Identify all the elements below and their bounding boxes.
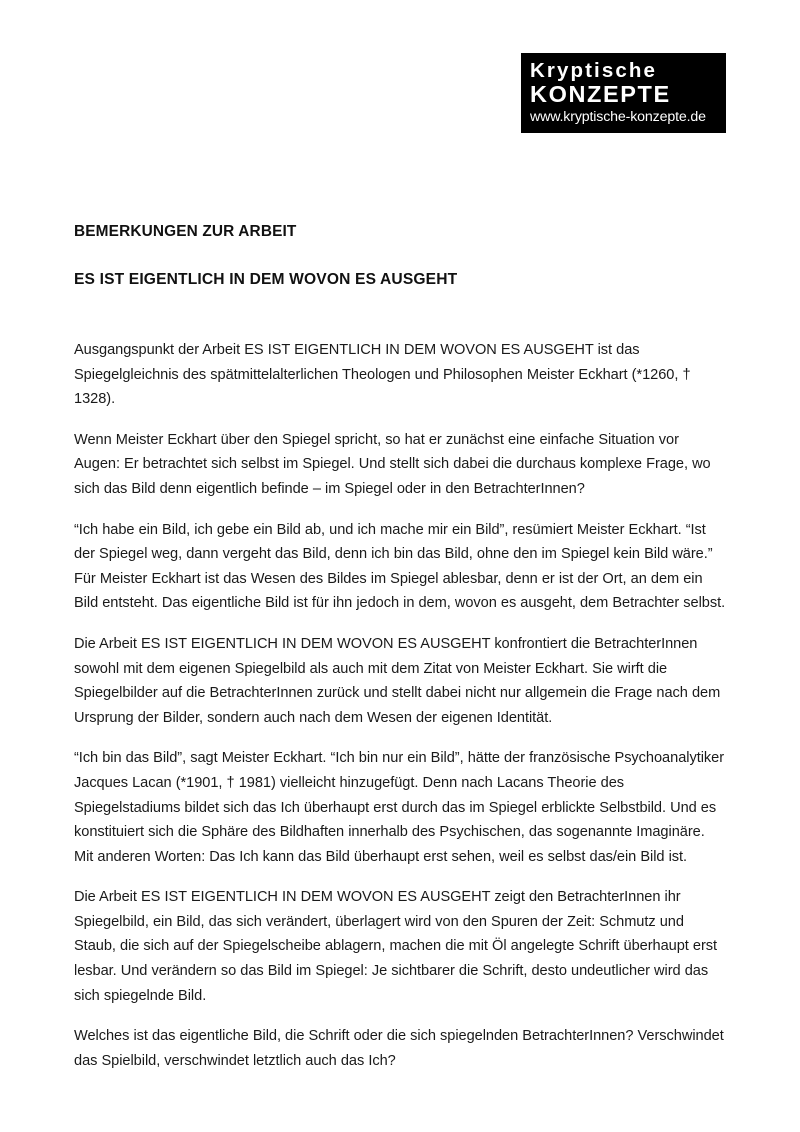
paragraph: Ausgangspunkt der Arbeit ES IST EIGENTLICH IN DEM WOVON ES AUSGEHT ist das Spiegelgleichnis des spätmittelalterlichen Theologen und Philosophen Meister Eckhart (*1260, † 1328). bbox=[74, 342, 691, 408]
page-subtitle: ES IST EIGENTLICH IN DEM WOVON ES AUSGEHT bbox=[74, 271, 458, 288]
logo-line-kryptische: Kryptische bbox=[530, 59, 657, 82]
logo-website-url[interactable]: www.kryptische-konzepte.de bbox=[530, 109, 706, 125]
paragraph: “Ich habe ein Bild, ich gebe ein Bild ab, und ich mache mir ein Bild”, resümiert Meister Eckhart. “Ist der Spiegel weg, dann vergeht das Bild, denn ich bin das Bild, ohne den im Spiegel kein Bild wäre.” Für Meister Eckhart ist das Wesen des Bildes im Spiegel ablesbar, denn er ist der Ort, an dem ein Bild entsteht. Das eigentliche Bild ist für ihn jedoch in dem, wovon es ausgeht, dem Betrachter selbst. bbox=[74, 521, 726, 612]
paragraph: “Ich bin das Bild”, sagt Meister Eckhart. “Ich bin nur ein Bild”, hätte der französische Psychoanalytiker Jacques Lacan (*1901, † 1981) vielleicht hinzugefügt. Denn nach Lacans Theorie des Spiegelstadiums bildet sich das Ich überhaupt erst durch das im Spiegel erblickte Selbstbild. Und es konstituiert sich die Sphäre des Bildhaften innerhalb des Psychischen, das sogenannte Imaginäre. Mit anderen Worten: Das Ich kann das Bild überhaupt erst sehen, weil es selbst das/ein Bild ist. bbox=[74, 750, 725, 865]
paragraph: Die Arbeit ES IST EIGENTLICH IN DEM WOVON ES AUSGEHT zeigt den BetrachterInnen ihr Spiegelbild, ein Bild, das sich verändert, überlagert wird von den Spuren der Zeit: Schmutz und Staub, die sich auf der Spiegelscheibe ablagern, machen die mit Öl angelegte Schrift überhaupt erst lesbar. Und verändern so das Bild im Spiegel: Je sichtbarer die Schrift, desto undeutlicher wird das sich spiegelnde Bild. bbox=[74, 889, 718, 1004]
logo-line-konzepte: KONZEPTE bbox=[530, 81, 671, 107]
document-content bbox=[74, 222, 727, 1073]
paragraph: Wenn Meister Eckhart über den Spiegel spricht, so hat er zunächst eine einfache Situation vor Augen: Er betrachtet sich selbst im Spiegel. Und stellt sich dabei die durchaus komplexe Frage, wo sich das Bild denn eigentlich befinde – im Spiegel oder in den BetrachterInnen? bbox=[74, 431, 711, 497]
paragraph: Die Arbeit ES IST EIGENTLICH IN DEM WOVON ES AUSGEHT konfrontiert die BetrachterInnen sowohl mit dem eigenen Spiegelbild als auch mit dem Zitat von Meister Eckhart. Sie wirft die Spiegelbilder auf die BetrachterInnen zurück und stellt dabei nicht nur allgemein die Frage nach dem Ursprung der Bilder, sondern auch nach dem Wesen der eigenen Identität. bbox=[74, 635, 721, 726]
paragraph: Welches ist das eigentliche Bild, die Schrift oder die sich spiegelnden BetrachterInnen? Verschwindet das Spielbild, verschwindet letztlich auch das Ich? bbox=[74, 1028, 724, 1069]
kryptische-konzepte-logo[interactable] bbox=[521, 53, 726, 133]
body-text bbox=[74, 338, 727, 1073]
page-title: BEMERKUNGEN ZUR ARBEIT bbox=[74, 223, 297, 240]
